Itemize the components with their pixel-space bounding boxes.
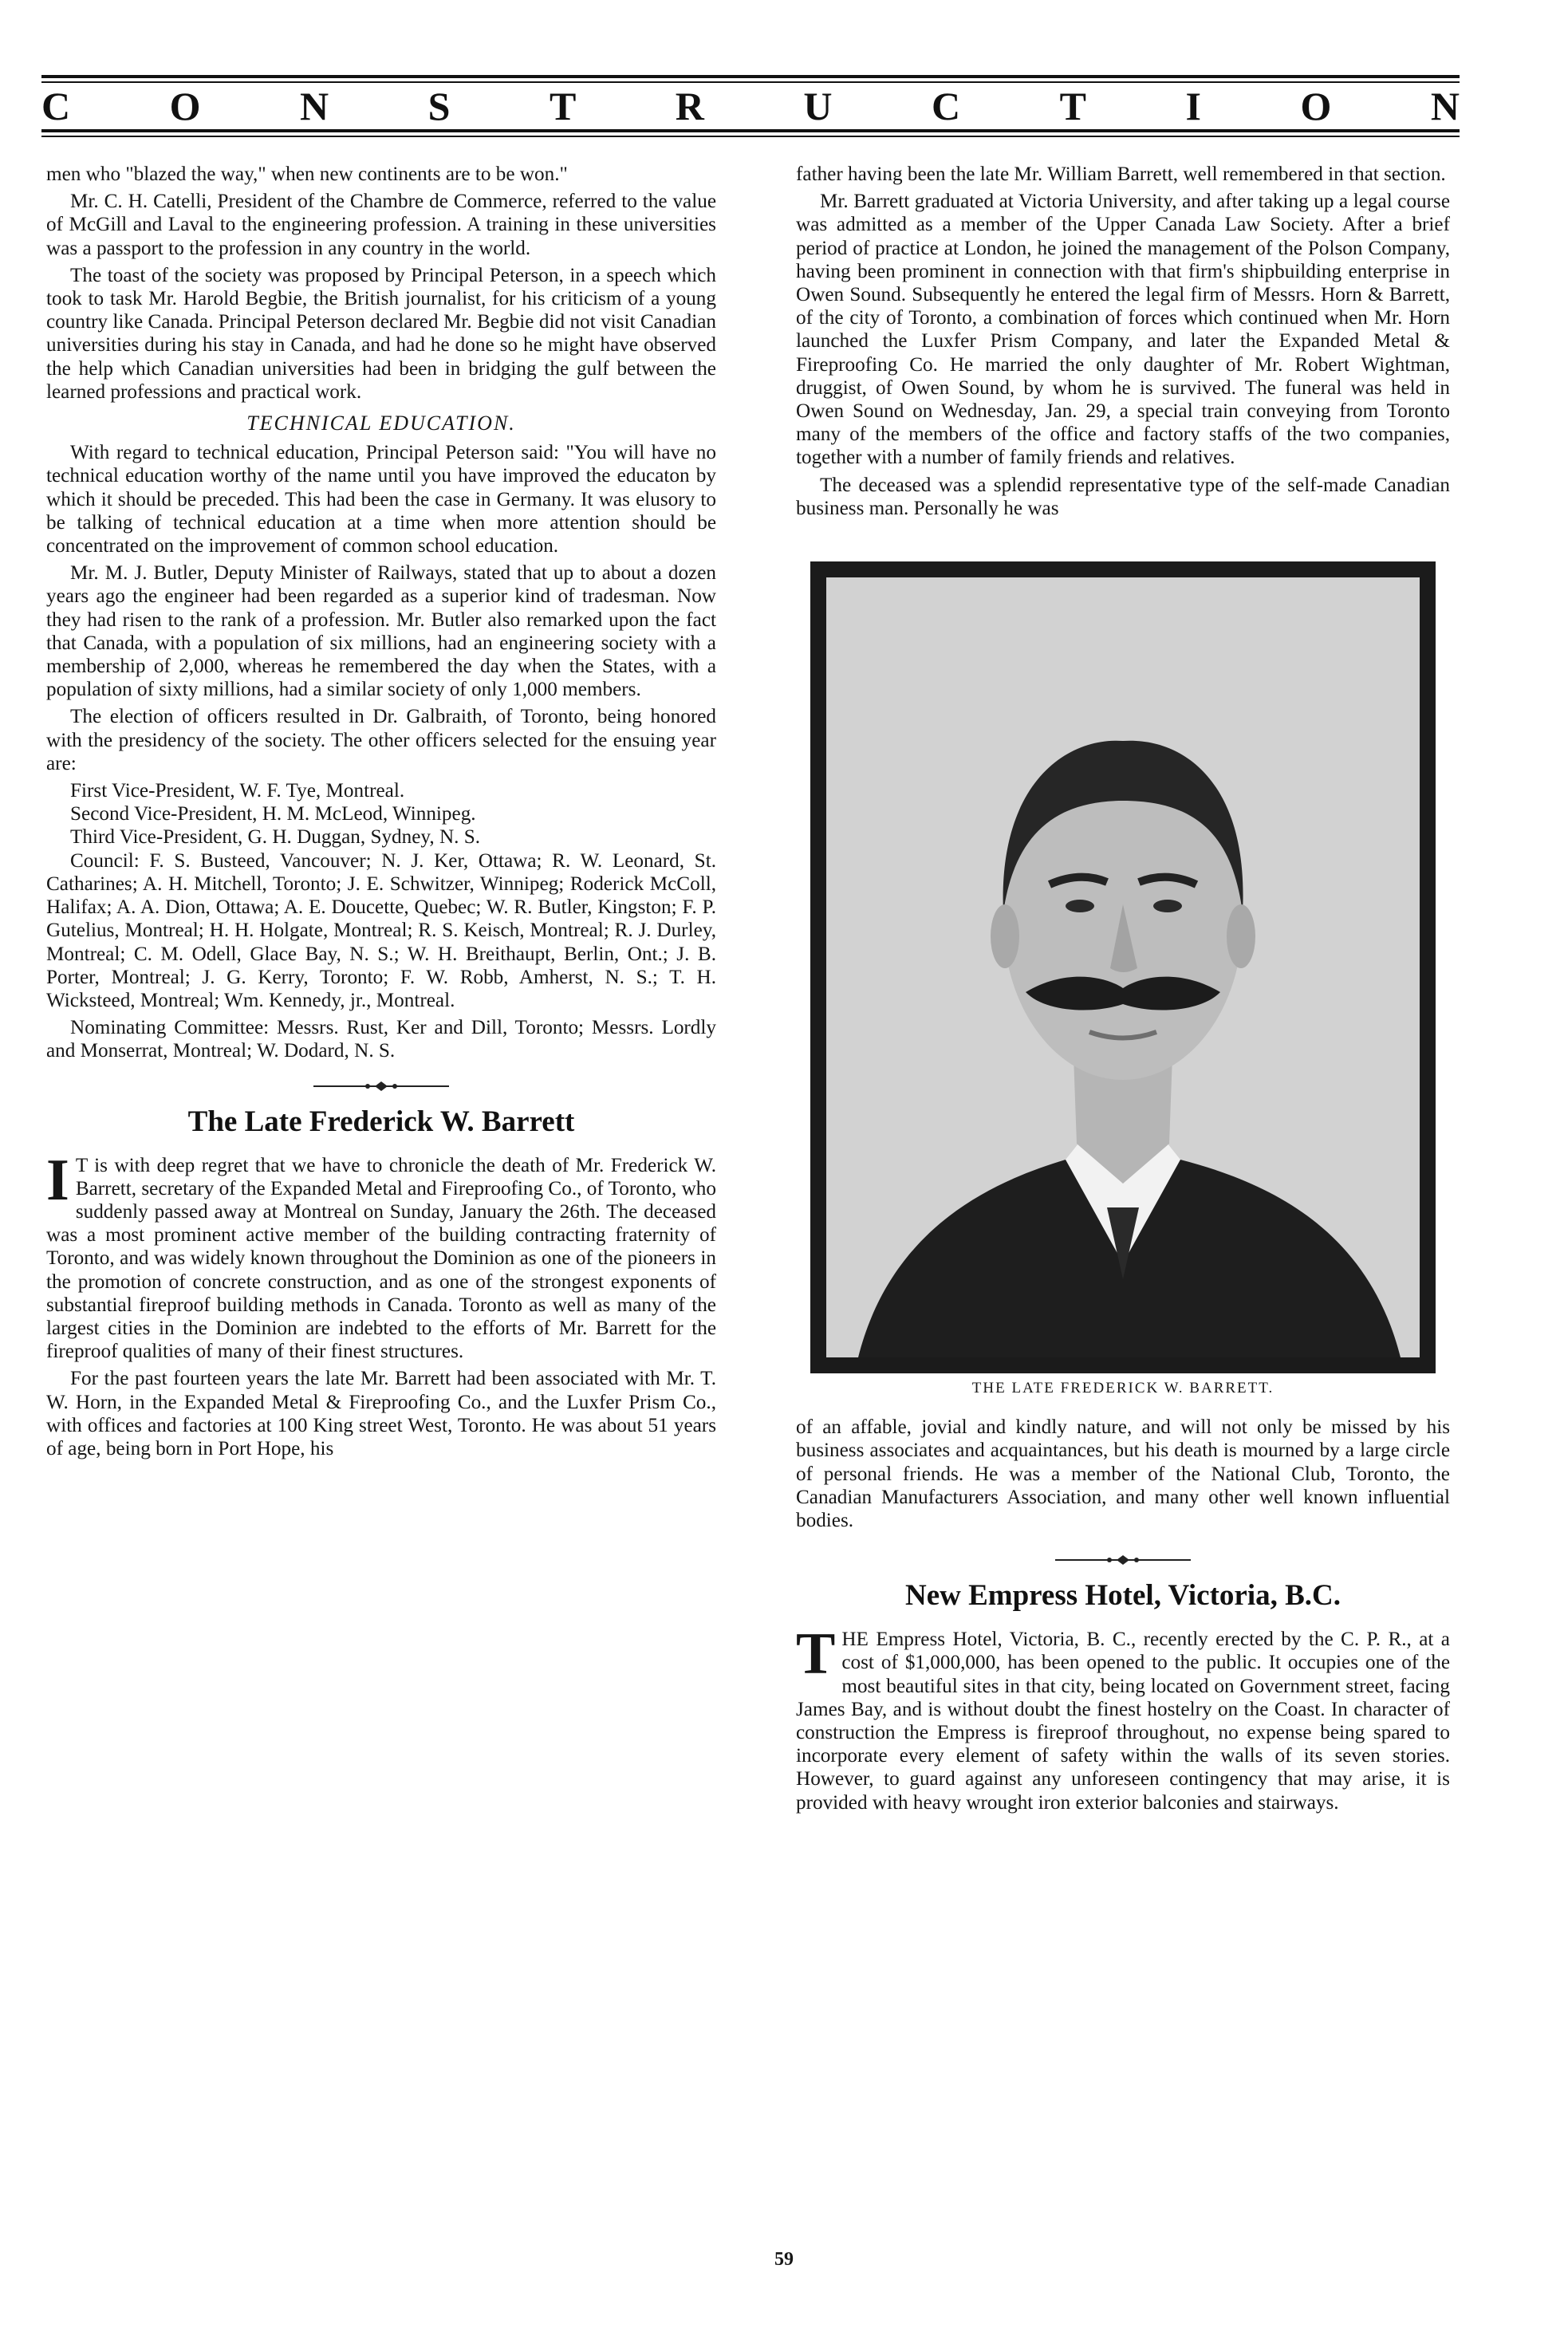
paragraph: The election of officers resulted in Dr. Galbraith, of Toronto, being honored with the presidency of the society. The other officers selected for the ensuing year are:: [46, 706, 716, 774]
masthead-letter: I: [1185, 84, 1201, 128]
paragraph: of an affable, jovial and kindly nature, and will not only be missed by his business associates and acquaintances, but his death is mourned by a large circle of personal friends. He was a member of the National Club, Toronto, the Canadian Manufacturers Association, and many other well known influential bodies.: [796, 1416, 1450, 1532]
masthead-letter: T: [1059, 84, 1086, 128]
masthead-letter: C: [41, 84, 71, 128]
paragraph: For the past fourteen years the late Mr. Barrett had been associated with Mr. T. W. Horn, in the Expanded Metal & Fireproofing Co., and the Luxfer Prism Co., with offices and factories at 100 King street West, Toronto. He was about 51 years of age, being born in Port Hope, his: [46, 1368, 716, 1459]
masthead-letter: O: [1300, 84, 1332, 128]
paragraph: Mr. C. H. Catelli, President of the Chambre de Commerce, referred to the value of McGill and Laval to the engineering profession. A training in these universities was a passport to the profession in any country in the world.: [46, 191, 716, 259]
article-headline-empress: New Empress Hotel, Victoria, B.C.: [904, 1579, 1341, 1613]
left-column: [46, 163, 716, 1464]
masthead-letter: N: [300, 84, 329, 128]
section-divider-ornament: [313, 1081, 449, 1092]
paragraph: The toast of the society was proposed by Principal Peterson, in a speech which took to task Mr. Harold Begbie, the British journalist, for his criticism of a young country like Canada. Principal Peterson declared Mr. Begbie did not visit Canadian universities during his stay in Canada, and had he done so he might have observed the help which Canadian universities had been in bridging the gulf between the learned professions and practical work.: [46, 264, 716, 403]
section-subhead: TECHNICAL EDUCATION.: [246, 412, 516, 435]
portrait-frame: [810, 561, 1436, 1373]
paragraph: With regard to technical education, Principal Peterson said: "You will have no technical education worthy of the name until you have improved the educaton by which it should be preceded. This had been the case in Germany. It was elusory to be talking of technical education at a time when more attention should be concentrated on the improvement of common school education.: [46, 442, 716, 557]
portrait-photo: [826, 577, 1420, 1357]
paragraph: father having been the late Mr. William Barrett, well remembered in that section.: [796, 163, 1446, 185]
paragraph: Mr. Barrett graduated at Victoria University, and after taking up a legal course was admitted as a member of the Upper Canada Law Society. After a brief period of practice at London, he joined the management of the Polson Company, having been prominent in connection with that firm's shipbuilding enterprise in Owen Sound. Subsequently he entered the legal firm of Messrs. Horn & Barrett, of the city of Toronto, a combination of forces which continued when Mr. Horn launched the Luxfer Prism Company, and later the Expanded Metal & Fireproofing Co. He married the only daughter of Mr. Robert Wightman, druggist, of Owen Sound, by whom he is survived. The funeral was held in Owen Sound on Wednesday, Jan. 29, a special train conveying from Toronto many of the members of the office and factory staffs of the two companies, together with a number of family friends and relatives.: [796, 191, 1450, 469]
page-number: 59: [774, 2249, 794, 2270]
officer-line: First Vice-President, W. F. Tye, Montreal.: [70, 780, 405, 802]
portrait-figure: [810, 561, 1436, 1400]
paragraph: Mr. M. J. Butler, Deputy Minister of Railways, stated that up to about a dozen years ago the engineer had been regarded as a superior kind of tradesman. Now they had risen to the rank of a profession. Mr. Butler also remarked upon the fact that Canada, with a population of six millions, had an engineering society with a membership of 2,000, whereas he remembered the day when the States, with a population of sixty millions, had a similar society of only 1,000 members.: [46, 562, 716, 701]
masthead-letter: R: [675, 84, 704, 128]
officer-line: Third Vice-President, G. H. Duggan, Sydney, N. S.: [70, 826, 481, 849]
masthead-letter: O: [169, 84, 201, 128]
masthead-rule-bottom: [41, 129, 1460, 132]
nominating-committee: Nominating Committee: Messrs. Rust, Ker and Dill, Toronto; Messrs. Lordly and Monserrat, Montreal; W. Dodard, N. S.: [46, 1017, 716, 1062]
masthead-letter: N: [1430, 84, 1460, 128]
paragraph: men who "blazed the way," when new continents are to be won.": [46, 163, 568, 185]
article-headline-barrett: The Late Frederick W. Barrett: [187, 1105, 575, 1138]
paragraph: IT is with deep regret that we have to chronicle the death of Mr. Frederick W. Barrett, secretary of the Expanded Metal and Fireproofing Co., of Toronto, who suddenly passed away at Montreal on Sunday, January the 26th. The deceased was a most prominent active member of the building contracting fraternity of Toronto, and was widely known throughout the Dominion as one of the pioneers in the promotion of concrete construction, and as one of the strongest exponents of substantial fireproof building methods in Canada. Toronto as well as many of the largest cities in the Dominion are indebted to the efforts of Mr. Barrett for the fireproof qualities of many of their finest structures.: [46, 1147, 716, 1363]
masthead: [41, 75, 1460, 147]
masthead-letter: U: [803, 84, 833, 128]
council-list: Council: F. S. Busteed, Vancouver; N. J. Ker, Ottawa; R. W. Leonard, St. Catharines; A. H. Mitchell, Toronto; J. E. Schwitzer, Winnipeg; Roderick McColl, Halifax; A. A. Dion, Ottawa; A. E. Doucette, Quebec; W. R. Butler, Kingston; F. P. Gutelius, Montreal; H. H. Holgate, Montreal; R. S. Keisch, Montreal; R. J. Durley, Montreal; C. M. Odell, Glace Bay, N. S.; W. H. Breithaupt, Berlin, Ont.; J. B. Porter, Montreal; J. G. Kerry, Toronto; F. W. Robb, Amherst, N. S.; T. H. Wicksteed, Montreal; Wm. Kennedy, jr., Montreal.: [46, 849, 716, 1011]
masthead-rule-top-thin: [41, 81, 1460, 83]
paragraph: The deceased was a splendid representative type of the self-made Canadian business man. Personally he was: [796, 474, 1450, 519]
section-divider-ornament: [1055, 1554, 1191, 1566]
masthead-rule-top: [41, 75, 1460, 78]
masthead-letter: T: [549, 84, 577, 128]
masthead-letter: S: [427, 84, 451, 128]
right-column: [796, 163, 1450, 1818]
paragraph: THE Empress Hotel, Victoria, B. C., recently erected by the C. P. R., at a cost of $1,000,000, has been opened to the public. It occupies one of the most beautiful sites in that city, being located on Government street, facing James Bay, and is without doubt the finest hostelry on the Coast. In character of construction the Empress is fireproof throughout, no expense being spared to incorporate every element of safety within the walls of its seven stories. However, to guard against any unforeseen contingency that may arise, it is provided with heavy wrought iron exterior balconies and stairways.: [796, 1621, 1450, 1814]
masthead-letter: C: [932, 84, 961, 128]
masthead-rule-bottom-thin: [41, 136, 1460, 137]
masthead-title: [41, 85, 1460, 128]
portrait-caption: THE LATE FREDERICK W. BARRETT.: [971, 1380, 1274, 1397]
officer-line: Second Vice-President, H. M. McLeod, Winnipeg.: [70, 803, 476, 825]
